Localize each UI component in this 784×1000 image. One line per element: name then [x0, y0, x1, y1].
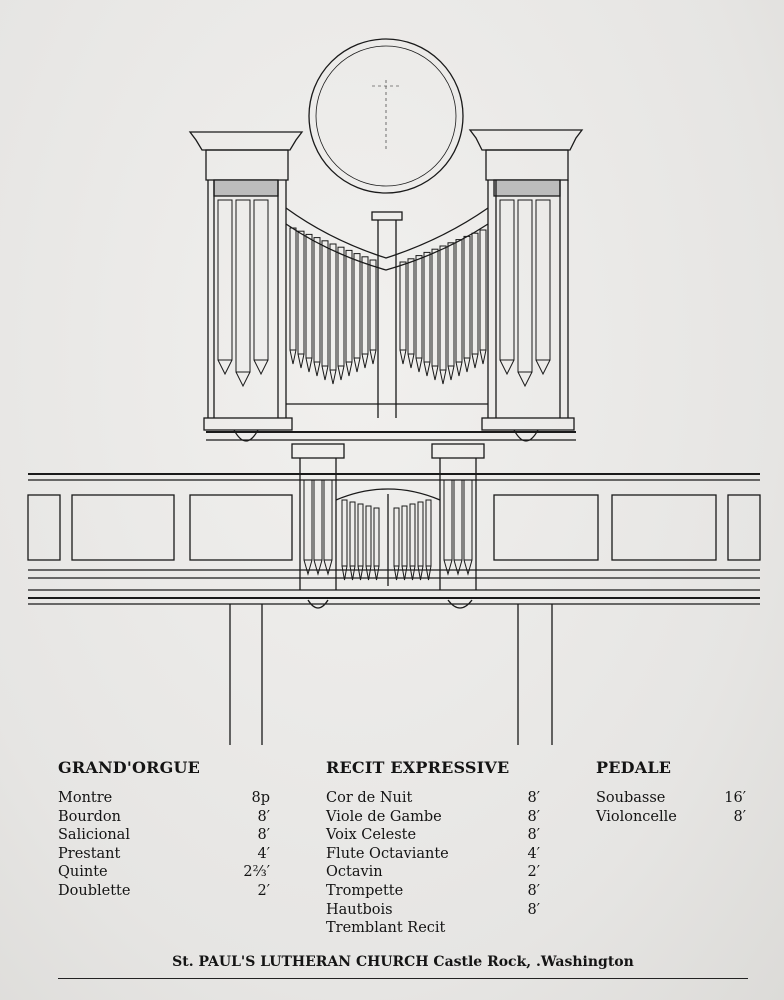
division-grand-orgue [58, 758, 270, 901]
stop-row [326, 863, 540, 882]
division-recit-expressive [326, 758, 540, 938]
division-title: RECIT EXPRESSIVE [326, 758, 510, 777]
stop-pitch: 8′ [527, 808, 540, 825]
church-caption [58, 954, 748, 970]
church-name: St. PAUL'S LUTHERAN CHURCH [172, 954, 429, 970]
stop-row [596, 808, 746, 827]
stop-row [326, 901, 540, 920]
stop-name: Voix Celeste [326, 827, 417, 844]
positive-case [292, 444, 484, 608]
stop-pitch: 2⅔′ [243, 864, 270, 881]
stop-name: Bourdon [58, 808, 122, 825]
stop-row [58, 863, 270, 882]
stop-pitch: 4′ [527, 845, 540, 862]
stop-list [58, 789, 270, 901]
stop-row [326, 845, 540, 864]
stop-pitch: 8′ [527, 901, 540, 918]
division-pedale [596, 758, 746, 826]
stop-name: Doublette [58, 882, 131, 899]
stop-row [326, 808, 540, 827]
division-title: GRAND'ORGUE [58, 758, 201, 777]
stop-pitch: 8′ [257, 827, 270, 844]
church-location: Castle Rock, .Washington [433, 954, 634, 970]
stop-row [58, 789, 270, 808]
stop-name: Flute Octaviante [326, 845, 449, 862]
central-flats [206, 208, 576, 440]
stop-row [58, 882, 270, 901]
stop-row [58, 826, 270, 845]
stop-row [596, 789, 746, 808]
left-tower [190, 132, 302, 441]
stop-pitch: 4′ [257, 845, 270, 862]
stop-row [326, 919, 540, 938]
stop-pitch: 8p [251, 790, 270, 806]
stop-pitch: 8′ [257, 808, 270, 825]
stop-name: Tremblant Recit [326, 920, 446, 937]
stop-pitch: 8′ [527, 882, 540, 899]
stop-row [326, 826, 540, 845]
stop-name: Octavin [326, 864, 383, 881]
stop-name: Cor de Nuit [326, 790, 413, 806]
stop-pitch: 8′ [733, 808, 746, 825]
stop-pitch: 8′ [527, 790, 540, 806]
stop-pitch: 2′ [257, 882, 270, 899]
stop-pitch: 16′ [724, 790, 746, 806]
stop-pitch: 8′ [527, 827, 540, 844]
stop-name: Hautbois [326, 901, 393, 918]
rosette-window [309, 39, 463, 193]
footer-rule [58, 978, 748, 979]
division-title: PEDALE [596, 758, 672, 777]
stop-name: Salicional [58, 827, 130, 844]
stop-name: Soubasse [596, 790, 666, 806]
stop-name: Quinte [58, 864, 108, 881]
stop-row [326, 882, 540, 901]
stop-name: Trompette [326, 882, 404, 899]
stop-name: Viole de Gambe [326, 808, 442, 825]
right-tower [470, 130, 582, 441]
stop-row [58, 808, 270, 827]
stop-row [58, 845, 270, 864]
stop-name: Violoncelle [596, 808, 677, 825]
stop-name: Montre [58, 790, 113, 806]
stop-list [326, 789, 540, 938]
stop-name: Prestant [58, 845, 121, 862]
stop-list [596, 789, 746, 826]
stop-row [326, 789, 540, 808]
stop-pitch: 2′ [527, 864, 540, 881]
